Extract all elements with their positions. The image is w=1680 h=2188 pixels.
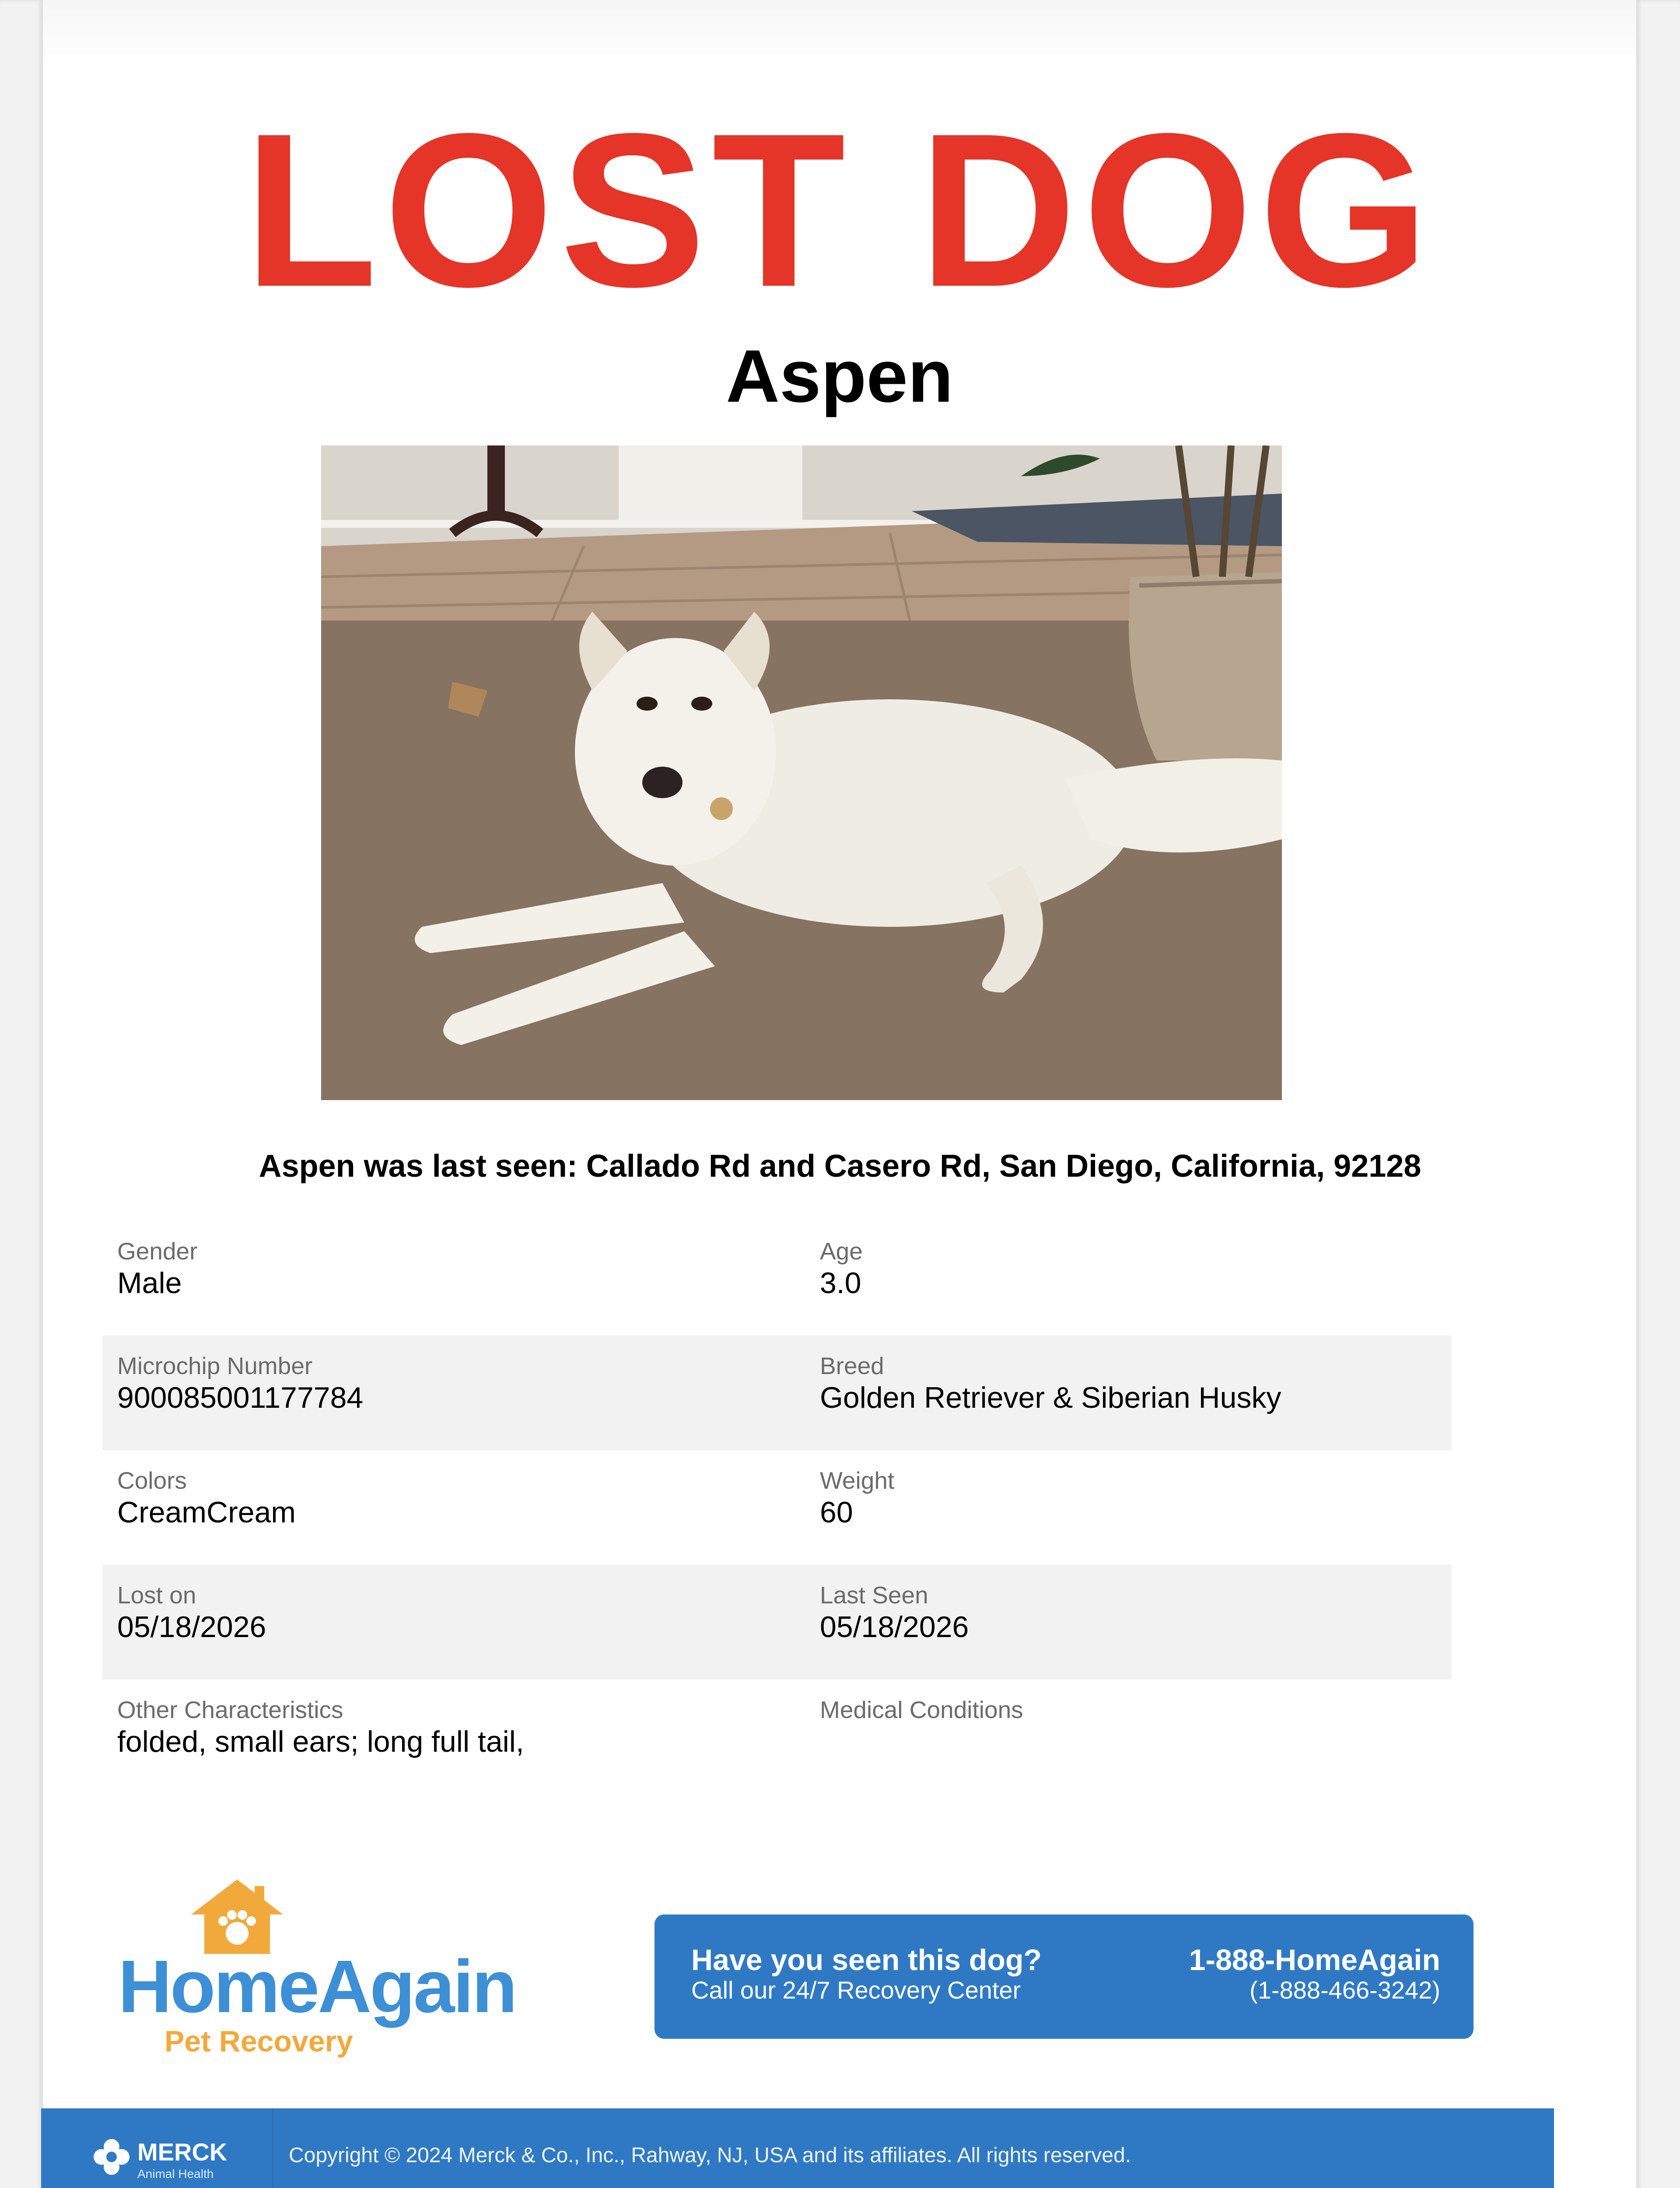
cta-subtext: Call our 24/7 Recovery Center [691,1976,1021,2004]
merck-logo [41,2108,273,2188]
gender-label: Gender [117,1238,198,1265]
other-characteristics-cell [117,1695,524,1759]
page-edge-left [0,0,43,2188]
microchip-label: Microchip Number [117,1352,313,1379]
top-shadow [43,0,1636,66]
details-row-3 [102,1450,1452,1565]
medical-conditions-label: Medical Conditions [820,1696,1023,1723]
last-seen-date-label: Last Seen [820,1581,928,1609]
details-row-4 [102,1565,1452,1680]
logo-sub-text: Pet Recovery [164,2025,353,2058]
lost-on-cell [117,1581,266,1645]
weight-label: Weight [820,1467,895,1494]
age-cell [820,1237,863,1301]
microchip-value: 900085001177784 [117,1381,364,1414]
dog-photo-illustration [321,445,1282,1100]
details-row-5 [102,1680,1452,1794]
headline: LOST DOG [244,88,1435,332]
gender-value: Male [117,1266,182,1300]
lost-on-label: Lost on [117,1581,196,1609]
age-value: 3.0 [820,1266,861,1300]
other-characteristics-value: folded, small ears; long full tail, [117,1725,524,1758]
merck-name: MERCK [137,2138,228,2166]
merck-subtitle: Animal Health [137,2167,214,2181]
lost-on-value: 05/18/2026 [117,1610,266,1644]
last-seen-date-cell [820,1581,969,1645]
recovery-center-callout[interactable] [654,1914,1474,2039]
cta-phone-numeric[interactable]: (1-888-466-3242) [1250,1976,1440,2004]
page-edge-right [1636,0,1680,2188]
breed-cell [820,1351,1281,1415]
homeagain-logo [118,1877,516,2061]
colors-value: CreamCream [117,1496,296,1529]
last-seen-location: Aspen was last seen: Callado Rd and Casero Rd, San Diego, California, 92128 [259,1149,1421,1184]
details-table [102,1221,1452,1794]
house-paw-icon [189,1877,285,1956]
breed-value: Golden Retriever & Siberian Husky [820,1381,1281,1414]
other-characteristics-label: Other Characteristics [117,1696,343,1723]
cta-question: Have you seen this dog? [691,1943,1042,1977]
medical-conditions-cell [820,1695,1023,1724]
logo-brand-text: HomeAgain [118,1945,516,2028]
cta-phone[interactable]: 1-888-HomeAgain [1189,1943,1440,1977]
copyright-text: Copyright © 2024 Merck & Co., Inc., Rahway, NJ, USA and its affiliates. All rights reserved. [289,2144,1131,2167]
gender-cell [117,1237,197,1301]
colors-cell [117,1466,296,1530]
details-row-2 [102,1336,1452,1450]
details-row-1 [102,1221,1452,1336]
breed-label: Breed [820,1352,884,1379]
weight-cell [820,1466,894,1530]
merck-mark-icon [93,2138,130,2176]
last-seen-date-value: 05/18/2026 [820,1610,969,1644]
age-label: Age [820,1238,863,1265]
dog-name: Aspen [726,335,953,418]
dog-photo [321,445,1282,1100]
footer-bar [41,2108,1554,2188]
colors-label: Colors [117,1467,187,1494]
weight-value: 60 [820,1496,853,1529]
microchip-cell [117,1351,363,1415]
